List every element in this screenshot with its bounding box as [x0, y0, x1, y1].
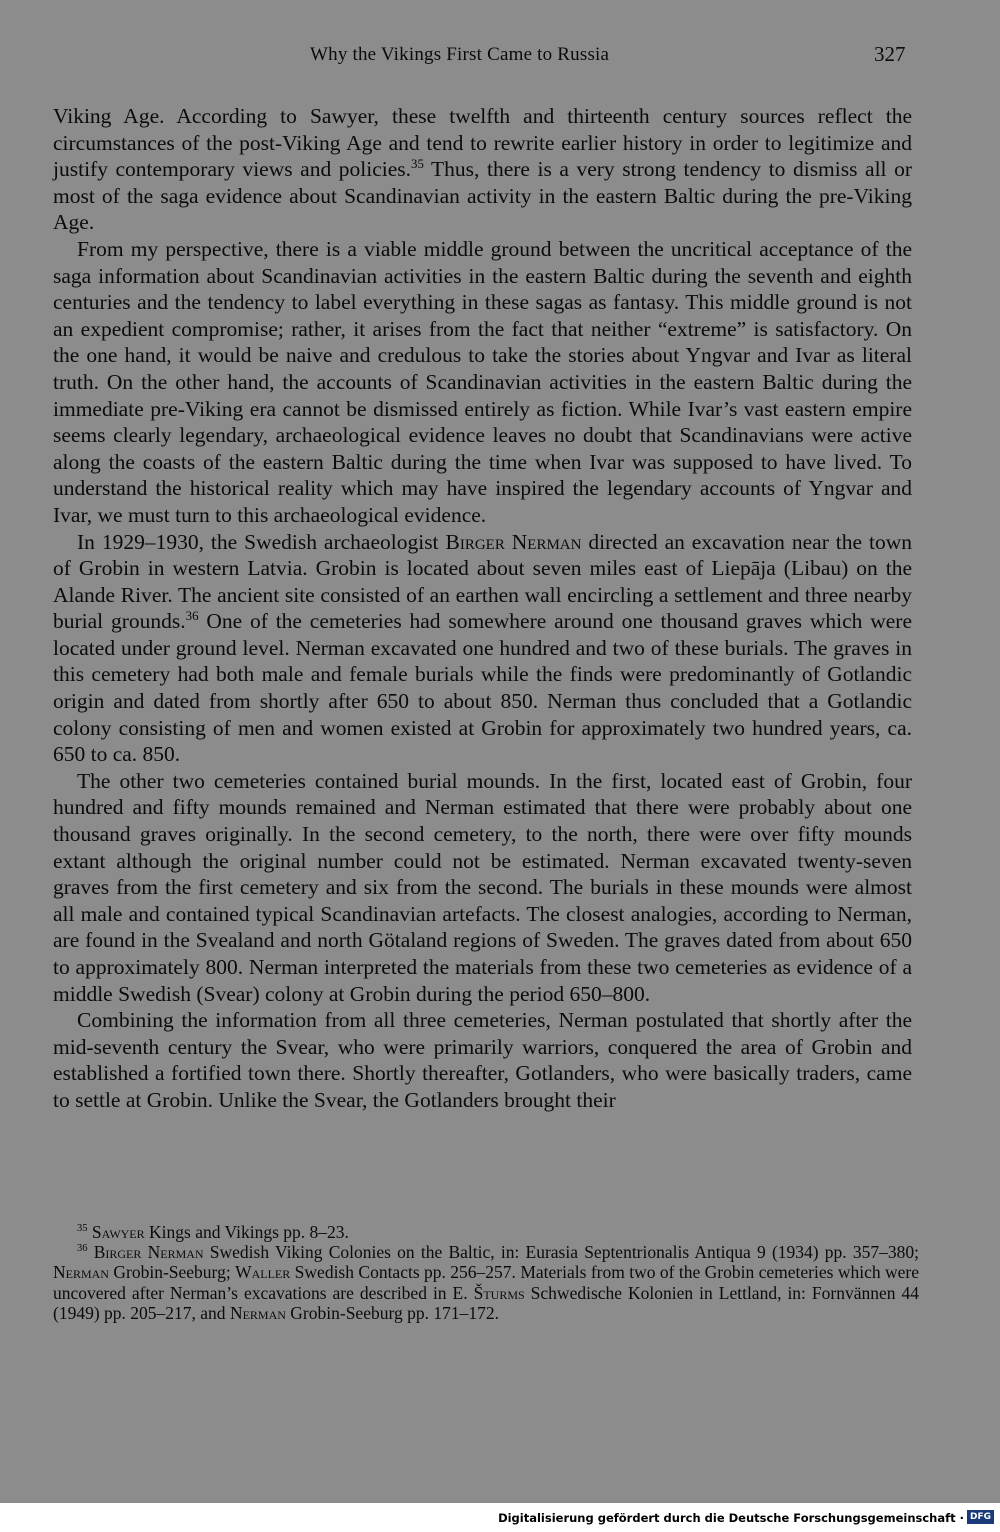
paragraph-3 — [53, 529, 912, 768]
paragraph-text: In 1929–1930, the Swedish archaeologist — [77, 529, 446, 554]
footnote-text: Grobin-Seeburg; — [108, 1262, 236, 1283]
footnote-text: Grobin-Seeburg pp. 171–172. — [285, 1302, 499, 1323]
footnote-text: Kings and Vikings pp. 8–23. — [144, 1222, 349, 1242]
paragraph-text: directed an excavation near the town of Grobin in western Latvia. Grobin is located about seven miles east of Liepāja (Libau) on the Alande River. The ancient site consisted of an earthen wall encircling a settlement and three nearby burial grounds. — [53, 529, 912, 634]
author-name: Nerman — [229, 1302, 286, 1323]
footnote-text: Schwedische Kolonien in Lettland, in: Fornvännen 44 (1949) pp. 205–217, and — [53, 1282, 919, 1323]
author-name: Birger Nerman — [445, 529, 582, 554]
paragraph-text: Thus, there is a very strong tendency to dismiss all or most of the saga evidence about Scandinavian activity in the eastern Baltic during the pre-Viking Age. — [53, 157, 912, 235]
digitization-note: Digitalisierung gefördert durch die Deutsche Forschungsgemeinschaft · — [498, 1511, 964, 1525]
paragraph-2: From my perspective, there is a viable middle ground between the uncritical acceptance of the saga information about Scandinavian activities in the eastern Baltic during the seventh and eighth centuries and the tendency to label everything in these sagas as fantasy. This middle ground is not an expedient compromise; rather, it arises from the fact that neither “extreme” is satisfactory. On the one hand, it would be naive and credulous to take the stories about Yngvar and Ivar as literal truth. On the other hand, the accounts of Scandinavian activities in the eastern Baltic during the immediate pre-Viking era cannot be dismissed entirely as fiction. While Ivar’s vast eastern empire seems clearly legendary, archaeological evidence leaves no doubt that Scandinavians were active along the coasts of the eastern Baltic during the time when Ivar was supposed to have lived. To understand the historical reality which may have inspired the legendary accounts of Yngvar and Ivar, we must turn to this archaeological evidence. — [53, 236, 912, 527]
page-number: 327 — [874, 42, 906, 66]
dfg-logo-icon: DFG — [967, 1510, 994, 1524]
footnote-text: Swedish Contacts pp. 256–257. Materials from two of the Grobin cemeteries which were uncovered after Nerman’s excavations are described in E. — [53, 1262, 919, 1303]
footnote-ref-35: 35 — [411, 157, 424, 172]
body-text — [53, 103, 912, 1114]
running-title: Why the Vikings First Came to Russia — [310, 44, 610, 65]
footnote-35 — [53, 1222, 919, 1242]
author-name: Birger Nerman — [93, 1242, 204, 1263]
author-name: Sawyer — [91, 1222, 145, 1242]
footnotes — [53, 1222, 919, 1323]
author-name: Nerman — [53, 1262, 109, 1283]
paragraph-4: The other two cemeteries contained burial mounds. In the first, located east of Grobin, four hundred and fifty mounds remained and Nerman estimated that there were probably about one thousand graves originally. In the second cemetery, to the north, there were over fifty mounds extant although the original number could not be estimated. Nerman excavated twenty-seven graves from the first cemetery and six from the second. The burials in these mounds were almost all male and contained typical Scandinavian artefacts. The closest analogies, according to Nerman, are found in the Svealand and north Götaland regions of Sweden. The graves dated from about 650 to approximately 800. Nerman interpreted the materials from these two cemeteries as evidence of a middle Swedish (Svear) colony at Grobin during the period 650–800. — [53, 768, 912, 1006]
paragraph-1 — [53, 103, 912, 236]
author-name: Waller — [235, 1262, 291, 1283]
footnote-36 — [53, 1242, 919, 1323]
paragraph-5: Combining the information from all three cemeteries, Nerman postulated that shortly after the mid-seventh century the Svear, who were primarily warriors, conquered the area of Grobin and established a fortified town there. Shortly thereafter, Gotlanders, who were basically traders, came to settle at Grobin. Unlike the Svear, the Gotlanders brought their — [53, 1008, 912, 1112]
footnote-text: Swedish Viking Colonies on the Baltic, in: Eurasia Septentrionalis Antiqua 9 (1934) pp. 357–380; — [203, 1242, 919, 1263]
digitization-footer — [0, 1503, 1000, 1532]
footnote-number: 36 — [77, 1243, 88, 1255]
paragraph-text: Viking Age. According to Sawyer, these twelfth and thirteenth century sources reflect the circumstances of the post-Viking Age and tend to rewrite earlier history in order to legitimize and justify contemporary views and policies. — [53, 104, 912, 182]
footnote-number: 35 — [77, 1223, 88, 1235]
author-name: Šturms — [473, 1282, 525, 1303]
paragraph-text: One of the cemeteries had somewhere around one thousand graves which were located under ground level. Nerman excavated one hundred and two of these burials. The graves in this cemetery had both male and female burials while the finds were predominantly of Gotlandic origin and dated from shortly after 650 to about 850. Nerman thus concluded that a Gotlandic colony consisting of men and women existed at Grobin for approximately two hundred years, ca. 650 to ca. 850. — [53, 609, 912, 767]
footnote-ref-36: 36 — [185, 609, 199, 624]
